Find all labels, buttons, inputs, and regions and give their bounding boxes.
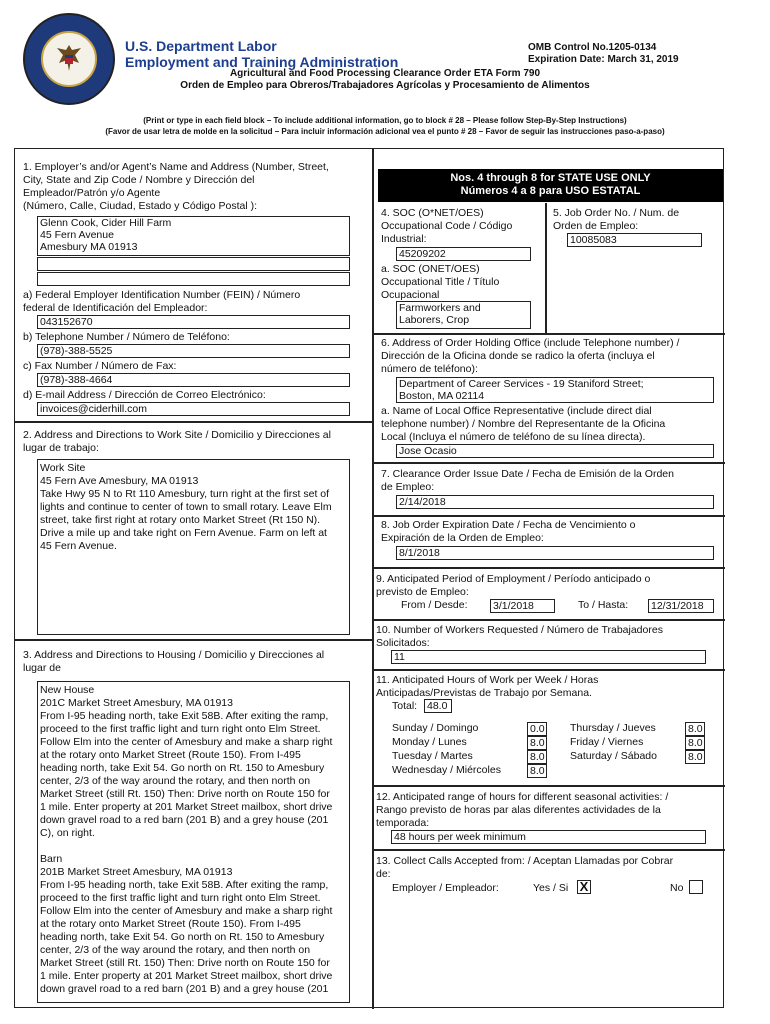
state-use-es: Números 4 a 8 para USO ESTATAL <box>460 185 641 197</box>
divider-b6 <box>372 333 725 335</box>
day-tuesday-label: Tuesday / Martes <box>392 750 473 762</box>
b10-label: 10. Number of Workers Requested / Número de Trabajadores Solicitados: <box>376 624 663 649</box>
fax-label: c) Fax Number / Número de Fax: <box>23 360 177 372</box>
worksite-directions[interactable]: Work Site 45 Fern Ave Amesbury, MA 01913 Take Hwy 95 N to Rt 110 Amesbury, turn right at the first set of lights and continue to center of town to small rotary. Leave Elm street, take first right at rotary onto Market Street (Rt 150 N). Drive a mile up and take right on Fern Avenue. Farm on left at 45 Fern Avenue. <box>37 459 350 635</box>
b8-label: 8. Job Order Expiration Date / Fecha de Vencimiento o Expiración de la Orden de Empleo: <box>381 519 636 544</box>
period-from-field[interactable]: 3/1/2018 <box>490 599 555 613</box>
order-holding-office-field[interactable]: Department of Career Services - 19 Staniford Street; Boston, MA 02114 <box>396 377 714 403</box>
divider-b4-b5 <box>545 203 547 333</box>
expiration-date-field[interactable]: 8/1/2018 <box>396 546 714 560</box>
phone-field[interactable]: (978)-388-5525 <box>37 344 350 358</box>
seasonal-hours-field[interactable]: 48 hours per week minimum <box>391 830 706 844</box>
period-to-field[interactable]: 12/31/2018 <box>648 599 714 613</box>
b5-label: 5. Job Order No. / Num. de Orden de Empleo: <box>553 207 680 232</box>
b6-label: 6. Address of Order Holding Office (include Telephone number) / Dirección de la Oficina donde se radico la oferta (incluya el número de teléfono): <box>381 337 680 375</box>
agency-line2: Employment and Training Administration <box>125 54 399 70</box>
b13-employer-label: Employer / Empleador: <box>392 882 499 894</box>
day-friday-label: Friday / Viernes <box>570 736 644 748</box>
divider-b12 <box>372 785 725 787</box>
b9-to-label: To / Hasta: <box>578 599 629 611</box>
divider-b3 <box>15 639 372 641</box>
day-monday-hours[interactable]: 8.0 <box>527 736 547 750</box>
email-field[interactable]: invoices@ciderhill.com <box>37 402 350 416</box>
agency-line1: U.S. Department Labor <box>125 38 277 54</box>
b7-label: 7. Clearance Order Issue Date / Fecha de Emisión de la Orden de Empleo: <box>381 468 674 493</box>
total-hours-field[interactable]: 48.0 <box>424 699 452 713</box>
occupational-title-field[interactable]: Farmworkers and Laborers, Crop <box>396 301 531 329</box>
divider-b7 <box>372 462 725 464</box>
divider-b13 <box>372 849 725 851</box>
day-saturday-hours[interactable]: 8.0 <box>685 750 705 764</box>
fax-field[interactable]: (978)-388-4664 <box>37 373 350 387</box>
agency-name <box>125 38 398 70</box>
fein-field[interactable]: 043152670 <box>37 315 350 329</box>
day-wednesday-hours[interactable]: 8.0 <box>527 764 547 778</box>
b3-label: 3. Address and Directions to Housing / Domicilio y Direcciones al lugar de <box>23 649 325 674</box>
b9-from-label: From / Desde: <box>401 599 468 611</box>
b1-label: 1. Employer’s and/or Agent’s Name and Address (Number, Street, City, State and Zip Code / Nombre y Dirección del Empleador/Patrón y/o Agente (Número, Calle, Ciudad, Estado y Código Postal ): <box>23 161 329 212</box>
local-rep-field[interactable]: Jose Ocasio <box>396 444 714 458</box>
day-thursday-hours[interactable]: 8.0 <box>685 722 705 736</box>
fein-label: a) Federal Employer Identification Number (FEIN) / Número federal de Identificación del Empleador: <box>23 289 301 314</box>
employer-address-extra-2[interactable] <box>37 272 350 286</box>
form-subtitle-es: Orden de Empleo para Obreros/Trabajadores Agrícolas y Procesamiento de Alimentos <box>180 80 590 91</box>
email-label: d) E-mail Address / Dirección de Correo Electrónico: <box>23 389 266 401</box>
b4-label: 4. SOC (O*NET/OES) Occupational Code / Código Industrial: <box>381 207 513 245</box>
omb-control: OMB Control No.1205-0134 <box>528 42 657 53</box>
state-use-en: Nos. 4 through 8 for STATE USE ONLY <box>450 172 651 184</box>
expiration-date: Expiration Date: March 31, 2019 <box>528 54 679 65</box>
b13-yes-label: Yes / Si <box>533 882 569 894</box>
day-sunday-hours[interactable]: 0.0 <box>527 722 547 736</box>
divider-b10 <box>372 619 725 621</box>
soc-code-field[interactable]: 45209202 <box>396 247 531 261</box>
b2-label: 2. Address and Directions to Work Site / Domicilio y Direcciones al lugar de trabajo: <box>23 429 331 454</box>
collect-calls-yes-checkbox[interactable]: X <box>577 880 591 894</box>
workers-requested-field[interactable]: 11 <box>391 650 706 664</box>
day-wednesday-label: Wednesday / Miércoles <box>392 764 501 776</box>
divider-b8 <box>372 515 725 517</box>
state-use-banner <box>378 169 723 202</box>
day-saturday-label: Saturday / Sábado <box>570 750 657 762</box>
divider-b2 <box>15 421 372 423</box>
b13-label: 13. Collect Calls Accepted from: / Aceptan Llamadas por Cobrar de: <box>376 855 674 880</box>
clearance-order-form <box>14 148 724 1008</box>
day-tuesday-hours[interactable]: 8.0 <box>527 750 547 764</box>
instructions-en: (Print or type in each field block – To include additional information, go to block # 28 – Please follow Step-By-Step Instructions) <box>143 116 627 125</box>
form-subtitle-en: Agricultural and Food Processing Clearance Order ETA Form 790 <box>229 68 541 79</box>
day-monday-label: Monday / Lunes <box>392 736 467 748</box>
b6a-label: a. Name of Local Office Representative (include direct dial telephone number) / Nombre del Representante de la Oficina Local (Incluya el número de teléfono de su línea directa). <box>381 405 666 443</box>
instructions-es: (Favor de usar letra de molde en la solicitud – Para incluir información adicional vea el punto # 28 – Favor de seguir las instrucciones paso-a-paso) <box>105 127 665 136</box>
phone-label: b) Telephone Number / Número de Teléfono: <box>23 331 230 343</box>
divider-b9 <box>372 567 725 569</box>
b11-label: 11. Anticipated Hours of Work per Week / Horas Anticipadas/Previstas de Trabajo por Semana. <box>376 674 599 699</box>
b9-label: 9. Anticipated Period of Employment / Período anticipado o previsto de Empleo: <box>376 573 651 598</box>
employer-name-address[interactable]: Glenn Cook, Cider Hill Farm 45 Fern Avenue Amesbury MA 01913 <box>37 216 350 256</box>
b11-total-label: Total: <box>392 700 418 712</box>
divider-b11 <box>372 669 725 671</box>
day-friday-hours[interactable]: 8.0 <box>685 736 705 750</box>
housing-directions[interactable]: New House 201C Market Street Amesbury, MA 01913 From I-95 heading north, take Exit 58B. After exiting the ramp, proceed to the first traffic light and turn right onto Elm Street. Follow Elm into the center of Amesbury and make a sharp right at the rotary onto Market Street (Route 150). From I-495 heading north, take Exit 54. Go north on Rt. 150 to Amesbury center, 2/3 of the way around the rotary, and then north on Market Street (still Rt. 150) Then: Drive north on Route 150 for 1 mile. Enter property at 201 Market Street mailbox, short drive down gravel road to a red barn (201 B) and a grey house (201 C), on right. Barn 201B Market Street Amesbury, MA 01913 From I-95 heading north, take Exit 58B. After exiting the ramp, proceed to the first traffic light and turn right onto Elm Street. Follow Elm into the center of Amesbury and make a sharp right at the rotary onto Market Street (Route 150). From I-495 heading north, take Exit 54. Go north on Rt. 150 to Amesbury center, 2/3 of the way around the rotary, and then north on Market Street (still Rt. 150) Then: Drive north on Route 150 for 1 mile. Enter property at 201 Market Street mailbox, short drive down gravel road to a red barn (201 B) and a grey house (201 <box>37 681 350 1003</box>
day-sunday-label: Sunday / Domingo <box>392 722 479 734</box>
issue-date-field[interactable]: 2/14/2018 <box>396 495 714 509</box>
employer-address-extra-1[interactable] <box>37 257 350 271</box>
day-thursday-label: Thursday / Jueves <box>570 722 656 734</box>
b12-label: 12. Anticipated range of hours for different seasonal activities: / Rango previsto de horas par alas diferentes actividades de la temporada: <box>376 791 669 829</box>
omb-info <box>528 42 679 66</box>
job-order-number-field[interactable]: 10085083 <box>567 233 702 247</box>
b13-no-label: No <box>670 882 684 894</box>
b4a-label: a. SOC (ONET/OES) Occupational Title / Título Ocupacional <box>381 263 500 301</box>
collect-calls-no-checkbox[interactable] <box>689 880 703 894</box>
column-divider <box>372 149 374 1009</box>
